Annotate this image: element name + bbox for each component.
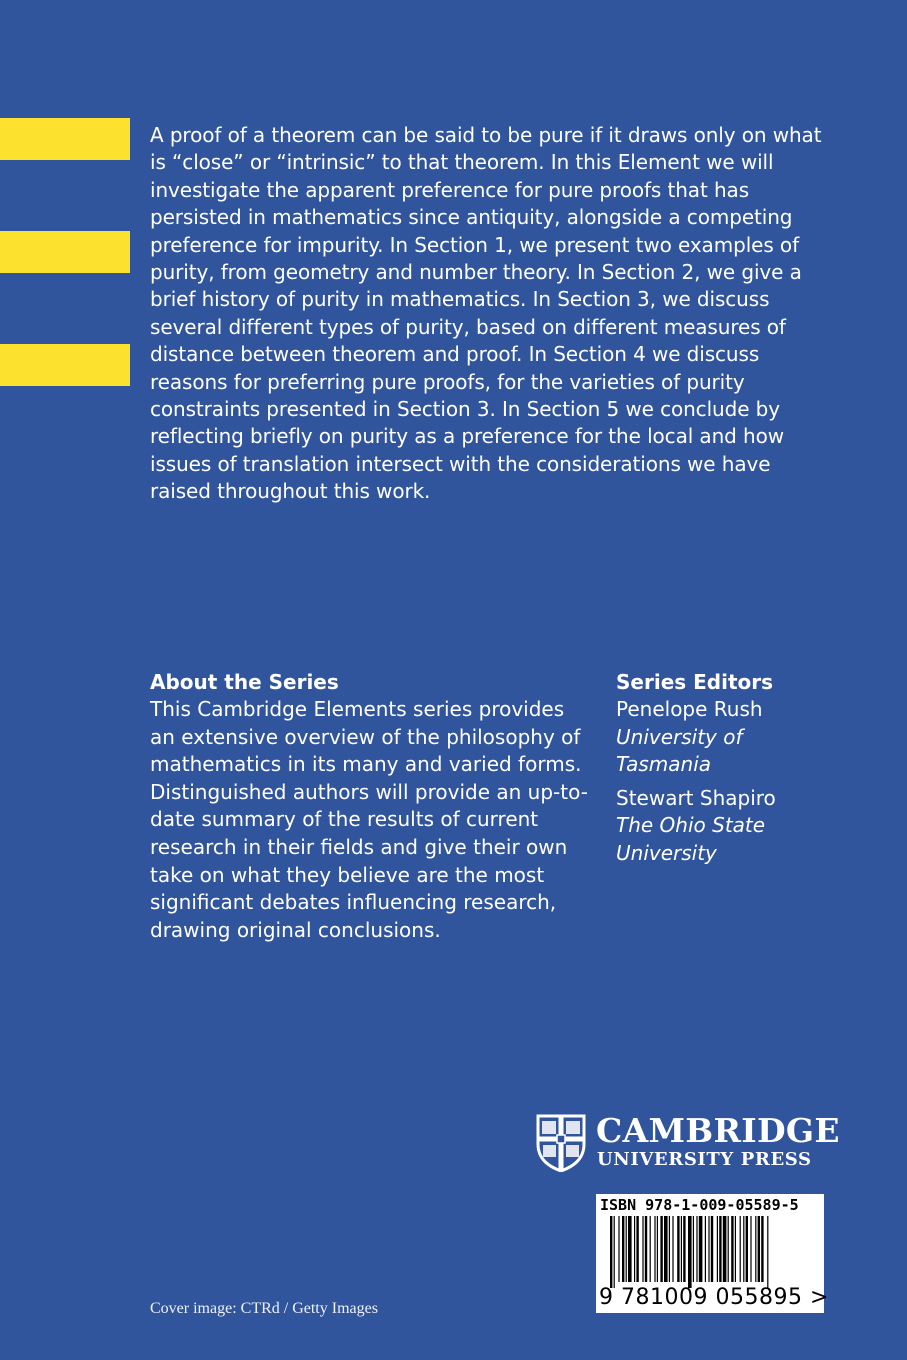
isbn-barcode bbox=[596, 1194, 829, 1313]
editor-name: Stewart Shapiro bbox=[616, 785, 776, 810]
barcode-bar bbox=[758, 1216, 760, 1282]
barcode-bar bbox=[717, 1216, 718, 1282]
barcode-digits: 9 781009 055895 > bbox=[599, 1285, 829, 1310]
barcode-bar bbox=[628, 1216, 632, 1282]
barcode-bar bbox=[750, 1216, 751, 1282]
barcode-bar bbox=[677, 1216, 679, 1282]
barcode-bar bbox=[622, 1216, 624, 1282]
yellow-accent-bar-3 bbox=[0, 344, 130, 386]
barcode-bar bbox=[755, 1216, 756, 1282]
barcode-bar bbox=[618, 1216, 619, 1282]
barcode-bar bbox=[693, 1216, 694, 1282]
barcode-bar bbox=[705, 1216, 706, 1282]
barcode-bar bbox=[728, 1216, 729, 1282]
editor-name: Penelope Rush bbox=[616, 697, 763, 721]
barcode-bar bbox=[688, 1216, 692, 1288]
barcode-bar bbox=[657, 1216, 658, 1282]
barcode-bar bbox=[645, 1216, 647, 1282]
publisher-name: CAMBRIDGE bbox=[596, 1111, 840, 1150]
barcode-bar bbox=[719, 1216, 721, 1282]
barcode-bar bbox=[735, 1216, 736, 1282]
cover-image-credit: Cover image: CTRd / Getty Images bbox=[150, 1300, 378, 1317]
barcode-bar bbox=[761, 1216, 763, 1282]
yellow-accent-bar-1 bbox=[0, 118, 130, 160]
editor-entry bbox=[616, 785, 826, 868]
barcode-bar bbox=[664, 1216, 668, 1282]
barcode-bar bbox=[711, 1216, 713, 1282]
about-series-body: This Cambridge Elements series provides an extensive overview of the philosophy of mathematics in its many and varied forms. Distinguished authors will provide an up-to-date summary of the results of current research in their fields and give their own take on what they believe are the most significant debates influencing research, drawing original conclusions. bbox=[150, 697, 588, 942]
publisher-logo bbox=[536, 1111, 840, 1172]
barcode-bar bbox=[699, 1216, 703, 1282]
barcode-bar bbox=[683, 1216, 685, 1282]
barcode-bar bbox=[723, 1216, 727, 1282]
barcode-bar bbox=[746, 1216, 748, 1282]
barcode-bar bbox=[614, 1216, 615, 1288]
editor-institution: University of Tasmania bbox=[616, 724, 743, 777]
barcode-bar bbox=[660, 1216, 662, 1282]
barcode-bar bbox=[696, 1216, 697, 1282]
barcode-bar bbox=[740, 1216, 741, 1282]
barcode-bar bbox=[767, 1216, 768, 1288]
cambridge-shield-icon bbox=[536, 1114, 586, 1172]
barcode-bar bbox=[708, 1216, 709, 1282]
barcode-bar bbox=[669, 1216, 670, 1282]
barcode-bar bbox=[681, 1216, 682, 1282]
isbn-label: ISBN 978-1-009-05589-5 bbox=[600, 1196, 799, 1214]
about-series-heading: About the Series bbox=[150, 670, 339, 694]
barcode-bar bbox=[626, 1216, 627, 1282]
yellow-accent-bar-2 bbox=[0, 231, 130, 273]
barcode-bar bbox=[642, 1216, 643, 1282]
series-editors-heading: Series Editors bbox=[616, 670, 774, 694]
barcode-bar bbox=[654, 1216, 655, 1282]
barcode-bar bbox=[636, 1216, 638, 1282]
barcode-bar bbox=[672, 1216, 673, 1282]
publisher-subname: UNIVERSITY PRESS bbox=[597, 1149, 812, 1170]
barcode-bar bbox=[743, 1216, 744, 1282]
book-blurb: A proof of a theorem can be said to be pure if it draws only on what is “close” or “intrinsic” to that theorem. In this Element we will investigate the apparent preference for pure proofs that has persisted in mathematics since antiquity, alongside a competing preference for impurity. In Section 1, we present two examples of purity, from geometry and number theory. In Section 2, we give a brief history of purity in mathematics. In Section 3, we discuss several different types of purity, based on different measures of distance between theorem and proof. In Section 4 we discuss reasons for preferring pure proofs, for the varieties of purity constraints presented in Section 3. In Section 5 we conclude by reflecting briefly on purity as a preference for the local and how issues of translation intersect with the considerations we have raised throughout this work. bbox=[150, 123, 822, 504]
series-editors-section bbox=[616, 668, 826, 874]
editor-entry bbox=[616, 696, 826, 779]
editor-institution: The Ohio State University bbox=[616, 813, 766, 865]
barcode-bar bbox=[731, 1216, 733, 1282]
barcode-bars bbox=[610, 1216, 810, 1288]
barcode-bar bbox=[634, 1216, 635, 1282]
about-series-section bbox=[150, 668, 590, 944]
barcode-bar bbox=[610, 1216, 612, 1288]
barcode-bar bbox=[650, 1216, 651, 1282]
